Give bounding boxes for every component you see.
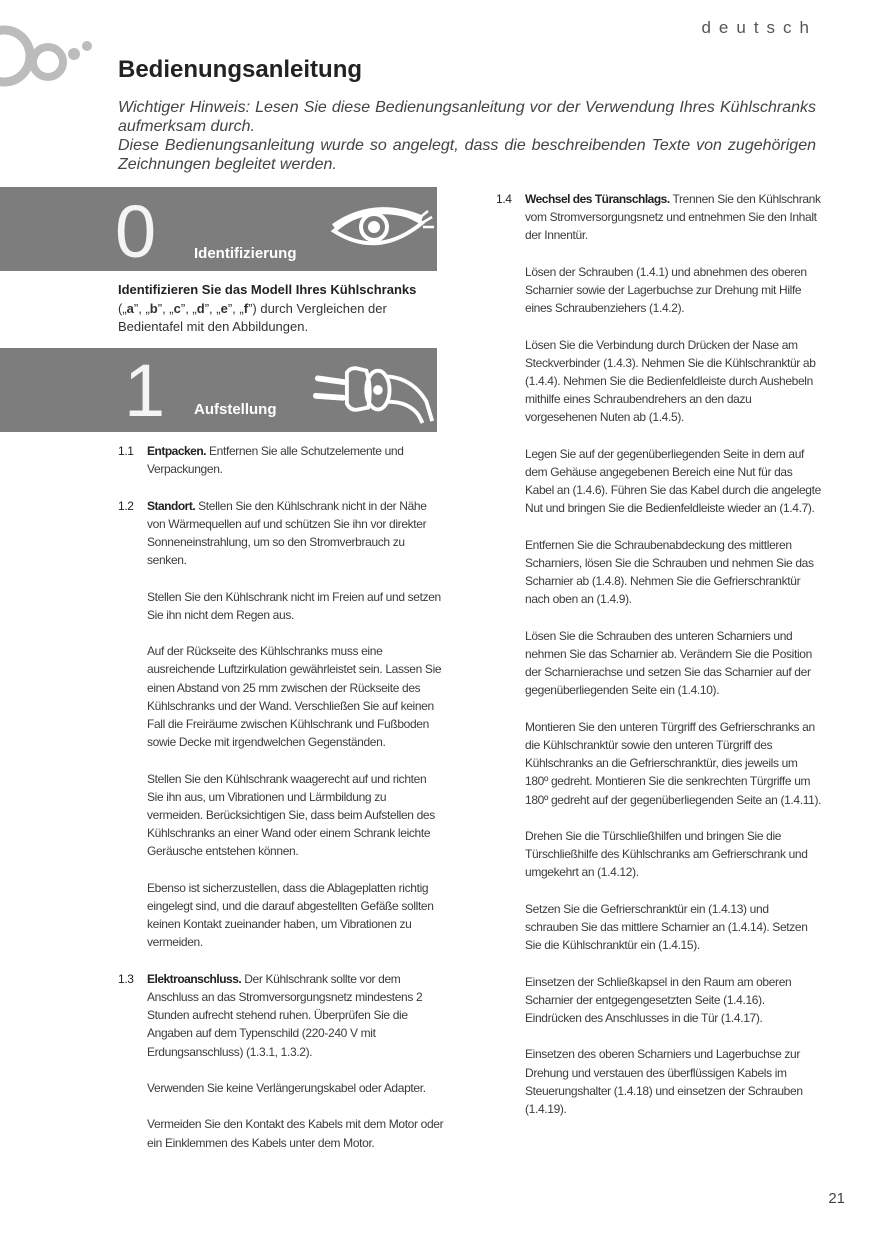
paragraph: Lösen Sie die Verbindung durch Drücken der Nase am Steckverbinder (1.4.3). Nehmen Sie die Kühlschranktür ab (1.4.4). Nehmen Sie die Bedienfeldleiste durch Aushebeln mithilfe eines Schraubendrehers an den dazu vorgesehenen Nuten ab (1.4.5).	[525, 337, 816, 425]
section-1-4	[496, 190, 822, 1118]
paragraph: Verwenden Sie keine Verlängerungskabel oder Adapter.	[147, 1081, 426, 1095]
paragraph: Einsetzen des oberen Scharniers und Lagerbuchse zur Drehung und verstauen des überflüssigen Kabels im Steuerungshalter (1.4.18) und einsetzen der Schrauben (1.4.19).	[525, 1047, 803, 1116]
section-1-number: 1	[124, 349, 166, 432]
paragraph: Entfernen Sie alle Schutzelemente und Verpackungen.	[147, 444, 404, 477]
paragraph: Lösen Sie die Schrauben des unteren Scharniers und nehmen Sie das Scharnier ab. Verändern Sie die Position der Scharnierachse und setzen Sie das Scharnier auf der gegenüberliegenden Seite ein (1.4.10).	[525, 628, 812, 698]
paragraph: Montieren Sie den unteren Türgriff des Gefrierschranks an die Kühlschranktür sowie den unteren Türgriff des Kühlschranks an die Gefrierschranktür, dies jeweils um 180º gedreht. Montieren Sie die senkrechten Türgriffe um 180º gedreht auf der gegenüberliegenden Seite an (1.4.11).	[525, 719, 822, 807]
section-heading: Elektroanschluss.	[147, 971, 242, 986]
left-column	[118, 442, 444, 1152]
notice-line-2: Diese Bedienungsanleitung wurde so angelegt, dass die beschreibenden Texte von zugehörigen Zeichnungen begleitet werden.	[118, 137, 816, 173]
language-label: deutsch	[701, 18, 817, 37]
section-1-2	[118, 497, 444, 952]
paragraph: Ebenso ist sicherzustellen, dass die Ablageplatten richtig eingelegt sind, und die darauf abgestellten Gefäße sollten keinen Kontakt zueinander haben, um Vibrationen zu vermeiden.	[147, 880, 434, 950]
section-1-3	[118, 970, 444, 1152]
section-0-banner	[0, 187, 437, 271]
power-plug-icon	[312, 356, 438, 426]
model-e: e	[220, 300, 228, 316]
section-1-label: Aufstellung	[194, 401, 277, 418]
page-number: 21	[828, 1190, 845, 1207]
eye-icon	[326, 197, 436, 257]
notice-line-1: Wichtiger Hinweis: Lesen Sie diese Bedienungsanleitung vor der Verwendung Ihres Kühlschranks aufmerksam durch.	[118, 99, 816, 135]
paragraph: Legen Sie auf der gegenüberliegenden Seite in dem auf dem Gehäuse angegebenen Bereich eine Nut für das Kabel an (1.4.6). Führen Sie das Kabel durch die angelegte Nut und bringen Sie die Bedienfeldleiste wieder an (1.4.7).	[525, 446, 821, 516]
section-1-banner	[0, 348, 437, 432]
paragraph: Stellen Sie den Kühlschrank waagerecht auf und richten Sie ihn aus, um Vibrationen und Lärmbildung zu vermeiden. Berücksichtigen Sie, dass beim Aufstellen des Kühlschranks an einer Wand oder einem Schrank leichte Geräusche entstehen können.	[147, 771, 435, 859]
paragraph: Trennen Sie den Kühlschrank vom Stromversorgungsnetz und entnehmen Sie den Inhalt der Innentür.	[525, 192, 821, 243]
section-number: 1.1	[118, 444, 134, 458]
identification-body: („a”, „b”, „c”, „d”, „e”, „f”) durch Vergleichen der Bedientafel mit den Abbildungen.	[118, 300, 387, 334]
paragraph: Einsetzen der Schließkapsel in den Raum am oberen Scharnier der entgegengesetzten Seite (1.4.16). Eindrücken des Anschlusses in die Tür (1.4.17).	[525, 974, 792, 1025]
model-a: a	[126, 300, 134, 316]
section-0-label: Identifizierung	[194, 245, 297, 262]
paragraph: Setzen Sie die Gefrierschranktür ein (1.4.13) und schrauben Sie das mittlere Scharnier an (1.4.14). Setzen Sie die Kühlschranktür ein (1.4.15).	[525, 901, 808, 953]
model-c: c	[173, 300, 181, 316]
model-b: b	[149, 300, 158, 316]
paragraph: Drehen Sie die Türschließhilfen und bringen Sie die Türschließhilfe des Kühlschranks am Gefrierschrank und umgekehrt an (1.4.12).	[525, 829, 808, 880]
paragraph: Stellen Sie den Kühlschrank nicht in der Nähe von Wärmequellen auf und schützen Sie ihn vor direkter Sonneneinstrahlung, um so den Stromverbrauch zu senken.	[147, 498, 427, 568]
model-d: d	[196, 300, 205, 316]
identification-text	[118, 281, 438, 337]
right-column	[496, 190, 822, 1118]
section-heading: Wechsel des Türanschlags.	[525, 192, 670, 206]
page-title: Bedienungsanleitung	[118, 56, 363, 83]
section-number: 1.3	[118, 971, 134, 986]
important-notice	[118, 98, 816, 174]
section-0-number: 0	[115, 190, 157, 273]
section-number: 1.4	[496, 192, 512, 206]
paragraph: Vermeiden Sie den Kontakt des Kabels mit dem Motor oder ein Einklemmen des Kabels unter dem Motor.	[147, 1117, 444, 1150]
paragraph: Stellen Sie den Kühlschrank nicht im Freien auf und setzen Sie ihn nicht dem Regen aus.	[147, 589, 441, 622]
paragraph: Der Kühlschrank sollte vor dem Anschluss an das Stromversorgungsnetz mindestens 2 Stunden aufrecht stehend ruhen. Überprüfen Sie die Angaben auf dem Typenschild (220-240 V mit Erdungsanschluss) (1.3.1, 1.3.2).	[147, 971, 423, 1059]
paragraph: Entfernen Sie die Schraubenabdeckung des mittleren Scharniers, lösen Sie die Schrauben und nehmen Sie das Scharnier ab (1.4.8). Nehmen Sie die Gefrierschranktür nach oben an (1.4.9).	[525, 537, 814, 607]
brand-logo-icon	[0, 18, 100, 98]
section-number: 1.2	[118, 498, 134, 513]
identification-heading: Identifizieren Sie das Modell Ihres Kühlschranks	[118, 282, 417, 297]
model-f: f	[243, 300, 249, 316]
section-heading: Entpacken.	[147, 444, 207, 458]
paragraph: Auf der Rückseite des Kühlschranks muss eine ausreichende Luftzirkulation gewährleistet sein. Lassen Sie einen Abstand von 25 mm zwischen der Rückseite des Kühlschranks und der Wand. Verschließen Sie auf keinen Fall die Freiräume zwischen Kühlschrank und Fußboden sowie Decke mit irgendwelchen Gegenständen.	[147, 644, 442, 750]
section-heading: Standort.	[147, 498, 196, 513]
section-1-1	[118, 442, 444, 478]
paragraph: Lösen der Schrauben (1.4.1) und abnehmen des oberen Scharnier sowie der Lagerbuchse zur Drehung mit Hilfe eines Schraubenziehers (1.4.2).	[525, 264, 807, 316]
